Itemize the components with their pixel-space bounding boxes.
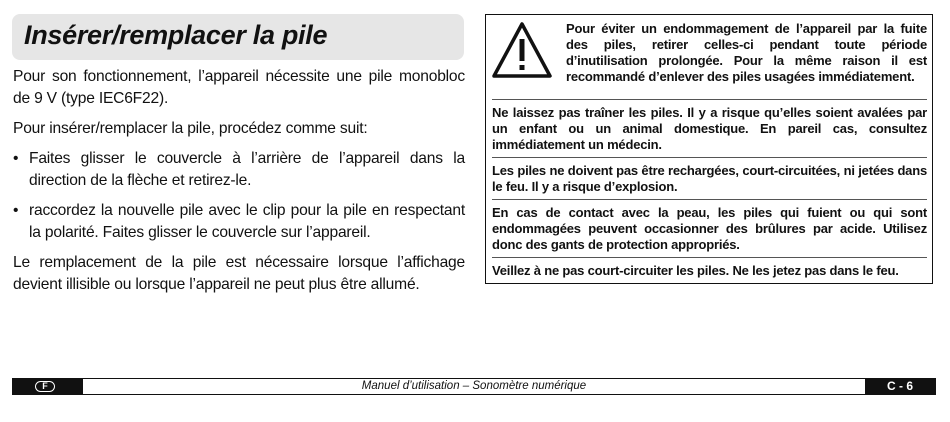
language-badge: F <box>35 381 55 392</box>
bullet-symbol: • <box>13 202 19 219</box>
page-number: C - 6 <box>865 379 935 394</box>
section-title: Insérer/remplacer la pile <box>24 20 328 50</box>
bullet-symbol: • <box>13 150 19 167</box>
divider <box>492 257 927 258</box>
manual-title: Manuel d’utilisation – Sonomètre numérique <box>361 380 587 392</box>
list-item <box>13 148 465 192</box>
instructions-column <box>13 66 465 304</box>
warning-box <box>485 14 933 284</box>
warning-item: Veillez à ne pas court-circuiter les piles. Ne les jetez pas dans le feu. <box>492 263 899 278</box>
procedure-list <box>13 148 465 244</box>
warning-lead-text: Pour éviter un endommagement de l’appareil par la fuite des piles, retirer celles-ci pendant toute période d’inutilisation prolongée. Pour la même raison il est recommandé d’enlever des piles usagées immédiatement. <box>566 21 927 84</box>
warning-header <box>486 15 932 95</box>
section-title-bar <box>12 14 464 60</box>
list-item <box>13 200 465 244</box>
intro-paragraph: Pour son fonctionnement, l’appareil nécessite une pile monobloc de 9 V (type IEC6F22). <box>13 68 465 107</box>
procedure-intro: Pour insérer/remplacer la pile, procédez comme suit: <box>13 120 368 137</box>
divider <box>492 199 927 200</box>
list-item-text: Faites glisser le couvercle à l’arrière de l’appareil dans la direction de la flèche et retirez-le. <box>29 150 465 189</box>
warning-triangle-icon <box>491 21 553 79</box>
divider <box>492 99 927 100</box>
language-block <box>13 379 83 394</box>
warning-item: Les piles ne doivent pas être rechargées, court-circuitées, ni jetées dans le feu. Il y a risque d’explosion. <box>492 163 927 194</box>
replacement-note: Le remplacement de la pile est nécessaire lorsque l’affichage devient illisible ou lorsque l’appareil ne peut plus être allumé. <box>13 254 465 293</box>
warning-item: En cas de contact avec la peau, les piles qui fuient ou qui sont endommagées peuvent occasionner des brûlures par acide. Utilisez donc des gants de protection appropriés. <box>492 205 927 252</box>
page-footer <box>12 378 936 395</box>
divider <box>492 157 927 158</box>
list-item-text: raccordez la nouvelle pile avec le clip pour la pile en respectant la polarité. Faites glisser le couvercle sur l’appareil. <box>29 202 465 241</box>
warning-item: Ne laissez pas traîner les piles. Il y a risque qu’elles soient avalées par un enfant ou un animal domestique. En pareil cas, consultez immédiatement un médecin. <box>492 105 927 152</box>
